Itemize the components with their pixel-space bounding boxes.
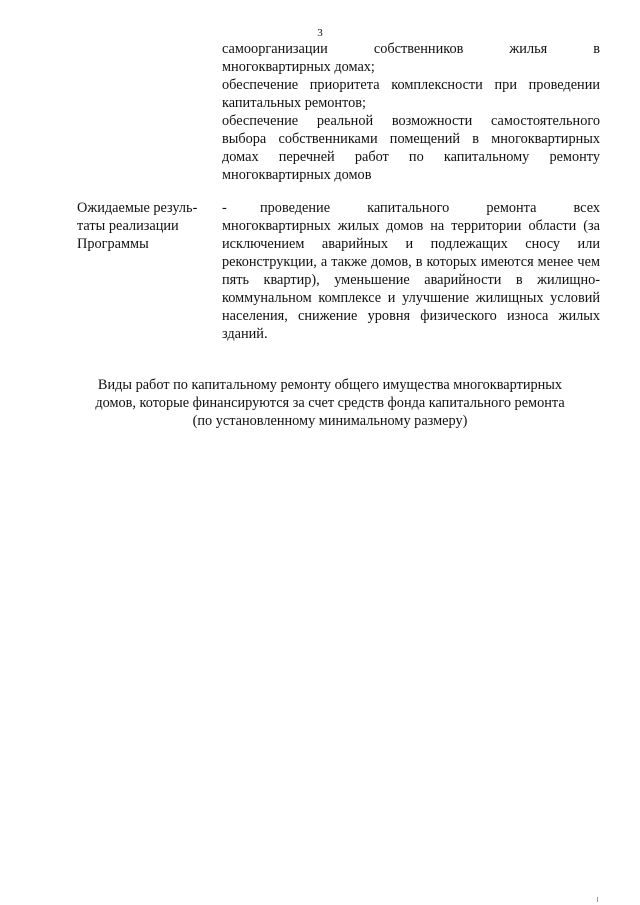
text-line: обеспечение приоритета комплексности при проведении — [222, 77, 600, 93]
text-line: домах перечней работ по капитальному ремонту — [222, 149, 600, 165]
expected-results-text: проведение капитального ремонта всех многоквартирных жилых домов на территории области (за исключением аварийных и подлежащих сносу или реконструкции, а также домов, в которых имеются менее чем пять квартир), уменьшение аварийности в жилищно-коммунальном комплексе и улучшение жилищных условий населения, снижение уровня физического износа жилых зданий. — [222, 200, 600, 342]
text-line: многоквартирных домах; — [222, 59, 375, 75]
text-line: выбора собственниками помещений в многоквартирных — [222, 131, 600, 147]
label-line: Ожидаемые резуль- — [77, 200, 198, 216]
heading-line: Виды работ по капитальному ремонту общего имущества многоквартирных — [97, 377, 563, 393]
section-heading — [60, 376, 600, 430]
text-line: самоорганизации собственников жилья в — [222, 41, 600, 57]
program-tasks-continuation — [222, 40, 600, 184]
expected-results-label — [77, 199, 217, 253]
text-line: обеспечение реальной возможности самостоятельного — [222, 113, 600, 129]
text-line: многоквартирных домов — [222, 167, 372, 183]
label-line: таты реализации — [77, 218, 179, 234]
label-line: Программы — [77, 236, 149, 252]
heading-line: домов, которые финансируются за счет средств фонда капитального ремонта — [95, 395, 565, 411]
scan-mark — [597, 897, 598, 902]
text-line: капитальных ремонтов; — [222, 95, 366, 111]
list-dash: - — [222, 200, 227, 216]
heading-line: (по установленному минимальному размеру) — [192, 413, 468, 429]
page-number: 3 — [317, 27, 323, 39]
